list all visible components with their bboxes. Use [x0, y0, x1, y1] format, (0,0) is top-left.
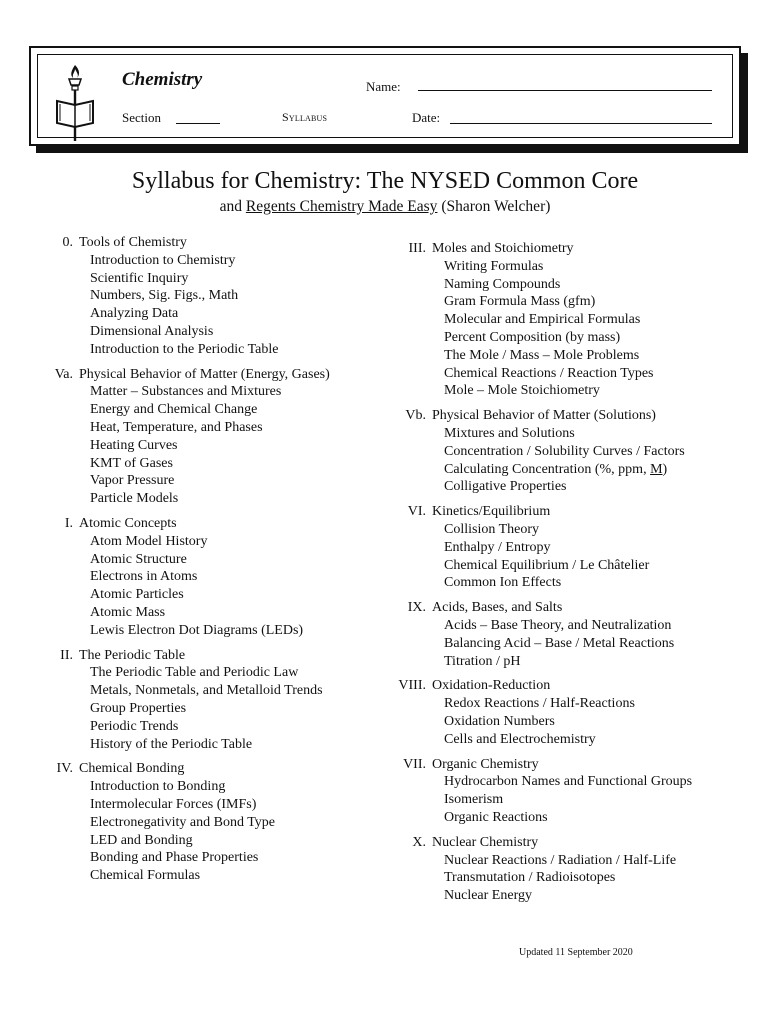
topic-item: Atomic Particles — [90, 587, 184, 603]
topic-item: The Periodic Table and Periodic Law — [90, 665, 299, 681]
unit-number: I. — [64, 515, 73, 531]
topic-item: Titration / pH — [444, 653, 521, 669]
name-blank[interactable] — [418, 90, 712, 91]
unit-heading — [48, 234, 388, 252]
topic-item: Bonding and Phase Properties — [90, 850, 259, 866]
unit-number: X. — [412, 834, 426, 850]
topic-item: Chemical Reactions / Reaction Types — [444, 365, 654, 381]
unit-heading — [398, 756, 768, 774]
unit-number: III. — [408, 241, 426, 256]
subtitle-suffix: (Sharon Welcher) — [437, 198, 551, 215]
unit-title: Kinetics/Equilibrium — [432, 504, 551, 520]
topic-item: Atomic Structure — [90, 551, 187, 567]
topic-item: Colligative Properties — [444, 479, 567, 495]
unit-heading — [398, 240, 768, 258]
topic-item: Heat, Temperature, and Phases — [90, 419, 263, 435]
section-blank[interactable] — [176, 123, 220, 124]
unit-number: VI. — [407, 504, 426, 520]
section-label: Section — [122, 110, 161, 125]
topic-item: Periodic Trends — [90, 718, 179, 734]
unit-block — [398, 599, 768, 670]
topic-item: Electronegativity and Bond Type — [90, 814, 275, 830]
topic-item: KMT of Gases — [90, 455, 173, 471]
topic-item: Transmutation / Radioisotopes — [444, 870, 616, 886]
unit-block — [398, 756, 768, 827]
topic-item: Acids – Base Theory, and Neutralization — [444, 617, 672, 633]
subtitle-book: Regents Chemistry Made Easy — [245, 198, 438, 215]
topic-item: Organic Reactions — [444, 809, 548, 825]
topic-item: Isomerism — [444, 792, 504, 808]
topic-item: Lewis Electron Dot Diagrams (LEDs) — [90, 622, 304, 638]
unit-number: VIII. — [398, 678, 426, 694]
unit-block — [398, 240, 768, 400]
topic-item: Percent Composition (by mass) — [444, 329, 621, 345]
topic-item: Analyzing Data — [90, 306, 179, 322]
topic-item: History of the Periodic Table — [90, 736, 253, 752]
unit-heading — [398, 677, 768, 695]
right-column — [398, 240, 768, 912]
topic-item: Enthalpy / Entropy — [444, 539, 551, 555]
topic-item: Dimensional Analysis — [90, 323, 214, 339]
topic-item: Introduction to Chemistry — [90, 252, 236, 268]
topic-item: Collision Theory — [444, 521, 540, 537]
unit-number: VII. — [403, 756, 426, 772]
topic-item: Group Properties — [90, 700, 187, 716]
unit-title: Tools of Chemistry — [79, 235, 187, 250]
topic-item: LED and Bonding — [90, 832, 193, 848]
unit-title: Physical Behavior of Matter (Solutions) — [432, 408, 656, 424]
unit-title: Acids, Bases, and Salts — [432, 600, 563, 616]
topic-item: Hydrocarbon Names and Functional Groups — [444, 774, 693, 790]
unit-title: Moles and Stoichiometry — [432, 241, 574, 256]
topic-item: Introduction to Bonding — [90, 779, 226, 795]
topic-item: Atomic Mass — [90, 604, 166, 620]
topic-item: Redox Reactions / Half-Reactions — [444, 696, 635, 712]
header-inner-frame — [37, 54, 733, 138]
unit-heading — [398, 834, 768, 852]
topic-item: Matter – Substances and Mixtures — [90, 384, 282, 400]
unit-number: Va. — [54, 366, 73, 382]
updated-note: Updated 11 September 2020 — [519, 947, 633, 958]
topic-item: Electrons in Atoms — [90, 569, 198, 585]
topic-item: Oxidation Numbers — [444, 713, 555, 729]
date-blank[interactable] — [450, 123, 712, 124]
unit-title: Atomic Concepts — [79, 515, 177, 531]
unit-title: Organic Chemistry — [432, 756, 539, 772]
syllabus-label: Syllabus — [282, 110, 328, 124]
subtitle-prefix: and — [219, 198, 246, 215]
topic-item: Mole – Mole Stoichiometry — [444, 383, 600, 399]
unit-heading — [48, 760, 388, 778]
topic-item: Heating Curves — [90, 437, 178, 453]
unit-title: The Periodic Table — [79, 647, 186, 663]
name-label: Name: — [366, 79, 401, 94]
topic-item: Writing Formulas — [444, 258, 544, 274]
unit-heading — [48, 647, 388, 665]
unit-number: IV. — [56, 761, 73, 777]
topic-item: Introduction to the Periodic Table — [90, 341, 279, 357]
topic-item: Intermolecular Forces (IMFs) — [90, 796, 257, 812]
page-subtitle — [0, 198, 770, 216]
unit-block — [398, 677, 768, 748]
unit-heading — [48, 515, 388, 533]
unit-heading — [48, 366, 388, 384]
header-box — [29, 46, 741, 146]
topic-item: Chemical Formulas — [90, 868, 201, 884]
topic-item: Nuclear Energy — [444, 888, 532, 904]
topic-item: Mixtures and Solutions — [444, 425, 575, 441]
unit-number: IX. — [407, 600, 426, 616]
date-label: Date: — [412, 110, 441, 125]
unit-block — [48, 234, 388, 359]
topic-item: Atom Model History — [90, 533, 208, 549]
topic-item: Chemical Equilibrium / Le Châtelier — [444, 557, 650, 573]
topic-item: Gram Formula Mass (gfm) — [444, 294, 596, 310]
unit-block — [48, 760, 388, 885]
unit-block — [398, 503, 768, 592]
unit-block — [48, 366, 388, 508]
unit-number: Vb. — [405, 408, 426, 424]
topic-item: Calculating Concentration (%, ppm, M) — [444, 461, 668, 477]
topic-item: Nuclear Reactions / Radiation / Half-Life — [444, 852, 677, 868]
unit-number: II. — [60, 647, 73, 663]
topic-item: Concentration / Solubility Curves / Factors — [444, 443, 685, 459]
topic-item: Numbers, Sig. Figs., Math — [90, 288, 239, 304]
topic-item: The Mole / Mass – Mole Problems — [444, 347, 640, 363]
unit-heading — [398, 599, 768, 617]
topic-item: Balancing Acid – Base / Metal Reactions — [444, 635, 675, 651]
topic-item: Molecular and Empirical Formulas — [444, 312, 641, 328]
unit-title: Chemical Bonding — [79, 761, 185, 777]
unit-block — [48, 515, 388, 640]
topic-item: Particle Models — [90, 491, 179, 507]
unit-heading — [398, 503, 768, 521]
page-title: Syllabus for Chemistry: The NYSED Common Core — [131, 168, 639, 194]
topic-item: Common Ion Effects — [444, 575, 562, 591]
unit-title: Physical Behavior of Matter (Energy, Gases) — [79, 366, 330, 382]
topic-item: Metals, Nonmetals, and Metalloid Trends — [90, 683, 323, 699]
unit-title: Nuclear Chemistry — [432, 834, 539, 850]
header-title: Chemistry — [122, 69, 203, 90]
unit-title: Oxidation-Reduction — [432, 678, 551, 694]
torch-book-logo-icon — [54, 63, 96, 143]
unit-block — [48, 647, 388, 754]
topic-item: Energy and Chemical Change — [90, 402, 258, 418]
unit-heading — [398, 407, 768, 425]
topic-item: Scientific Inquiry — [90, 270, 189, 286]
topic-item: Naming Compounds — [444, 276, 561, 292]
topic-item: Cells and Electrochemistry — [444, 731, 596, 747]
unit-number: 0. — [62, 235, 73, 250]
unit-block — [398, 407, 768, 496]
left-column — [48, 234, 388, 892]
unit-block — [398, 834, 768, 905]
topic-item: Vapor Pressure — [90, 473, 175, 489]
